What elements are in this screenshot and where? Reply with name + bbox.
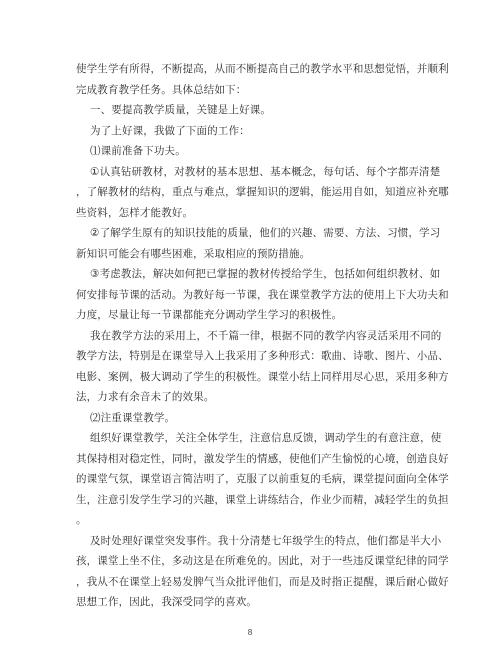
text-line: ②了解学生原有的知识技能的质量，他们的兴趣、需要、方法、习惯，学习	[90, 227, 441, 239]
text-line: 些资料，怎样才能教好。	[76, 207, 194, 219]
text-line: 组织好课堂教学，关注全体学生，注意信息反馈，调动学生的有意注意，使	[90, 432, 442, 444]
subsection-heading: ⑴课前准备下功夫。	[90, 145, 186, 157]
text-line: 及时处理好课堂突发事件。我十分清楚七年级学生的特点，他们都是半大小	[90, 535, 442, 547]
text-line: ，了解教材的结构，重点与难点，掌握知识的逻辑，能运用自如，知道应补充哪	[76, 186, 449, 198]
text-line: 生，注意引发学生学习的兴趣，课堂上讲练结合，作业少而精，减轻学生的负担	[76, 494, 449, 506]
section-heading: 一、要提高教学质量，关键是上好课。	[90, 104, 272, 116]
text-line: 教学方法，特别是在课堂导入上我采用了多种形式：歌曲、诗歌、图片、小品、	[76, 350, 449, 362]
text-line: 使学生学有所得，不断提高，从而不断提高自己的教学水平和思想觉悟，并顺利	[76, 63, 449, 75]
text-line: 思想工作，因此，我深受同学的喜欢。	[76, 596, 258, 608]
text-line: 孩，课堂上坐不住，多动这是在所难免的。因此，对于一些违反课堂纪律的同学	[76, 555, 449, 567]
text-line: ①认真钻研教材，对教材的基本思想、基本概念，每句话、每个字都弄清楚	[90, 166, 441, 178]
text-line: 电影、案例，极大调动了学生的积极性。课堂小结上同样用尽心思，采用多种方	[76, 371, 449, 383]
page-number: 8	[247, 628, 253, 637]
text-line: 的课堂气氛，课堂语言简洁明了，克服了以前重复的毛病，课堂提问面向全体学	[76, 473, 449, 485]
text-line: 力度，尽量让每一节课都能充分调动学生学习的积极性。	[76, 309, 343, 321]
text-line: 。	[76, 514, 87, 526]
subsection-heading: ⑵注重课堂教学。	[90, 412, 176, 424]
text-line: 何安排每节课的活动。为教好每一节课，我在课堂教学方法的使用上下大功夫和	[76, 289, 449, 301]
text-line: 法，力求有余音未了的效果。	[76, 391, 215, 403]
text-line: ③考虑教法，解决如何把已掌握的教材传授给学生，包括如何组织教材、如	[90, 268, 441, 280]
text-line: ，我从不在课堂上轻易发脾气当众批评他们，而是及时指正提醒，课后耐心做好	[76, 576, 449, 588]
text-line: 其保持相对稳定性，同时，激发学生的情感，使他们产生愉悦的心境，创造良好	[76, 453, 449, 465]
text-line: 完成教育教学任务。具体总结如下：	[76, 84, 247, 96]
text-line: 新知识可能会有哪些困难，采取相应的预防措施。	[76, 248, 311, 260]
text-line: 我在教学方法的采用上，不千篇一律，根据不同的教学内容灵活采用不同的	[90, 330, 442, 342]
text-line: 为了上好课，我做了下面的工作：	[90, 125, 250, 137]
